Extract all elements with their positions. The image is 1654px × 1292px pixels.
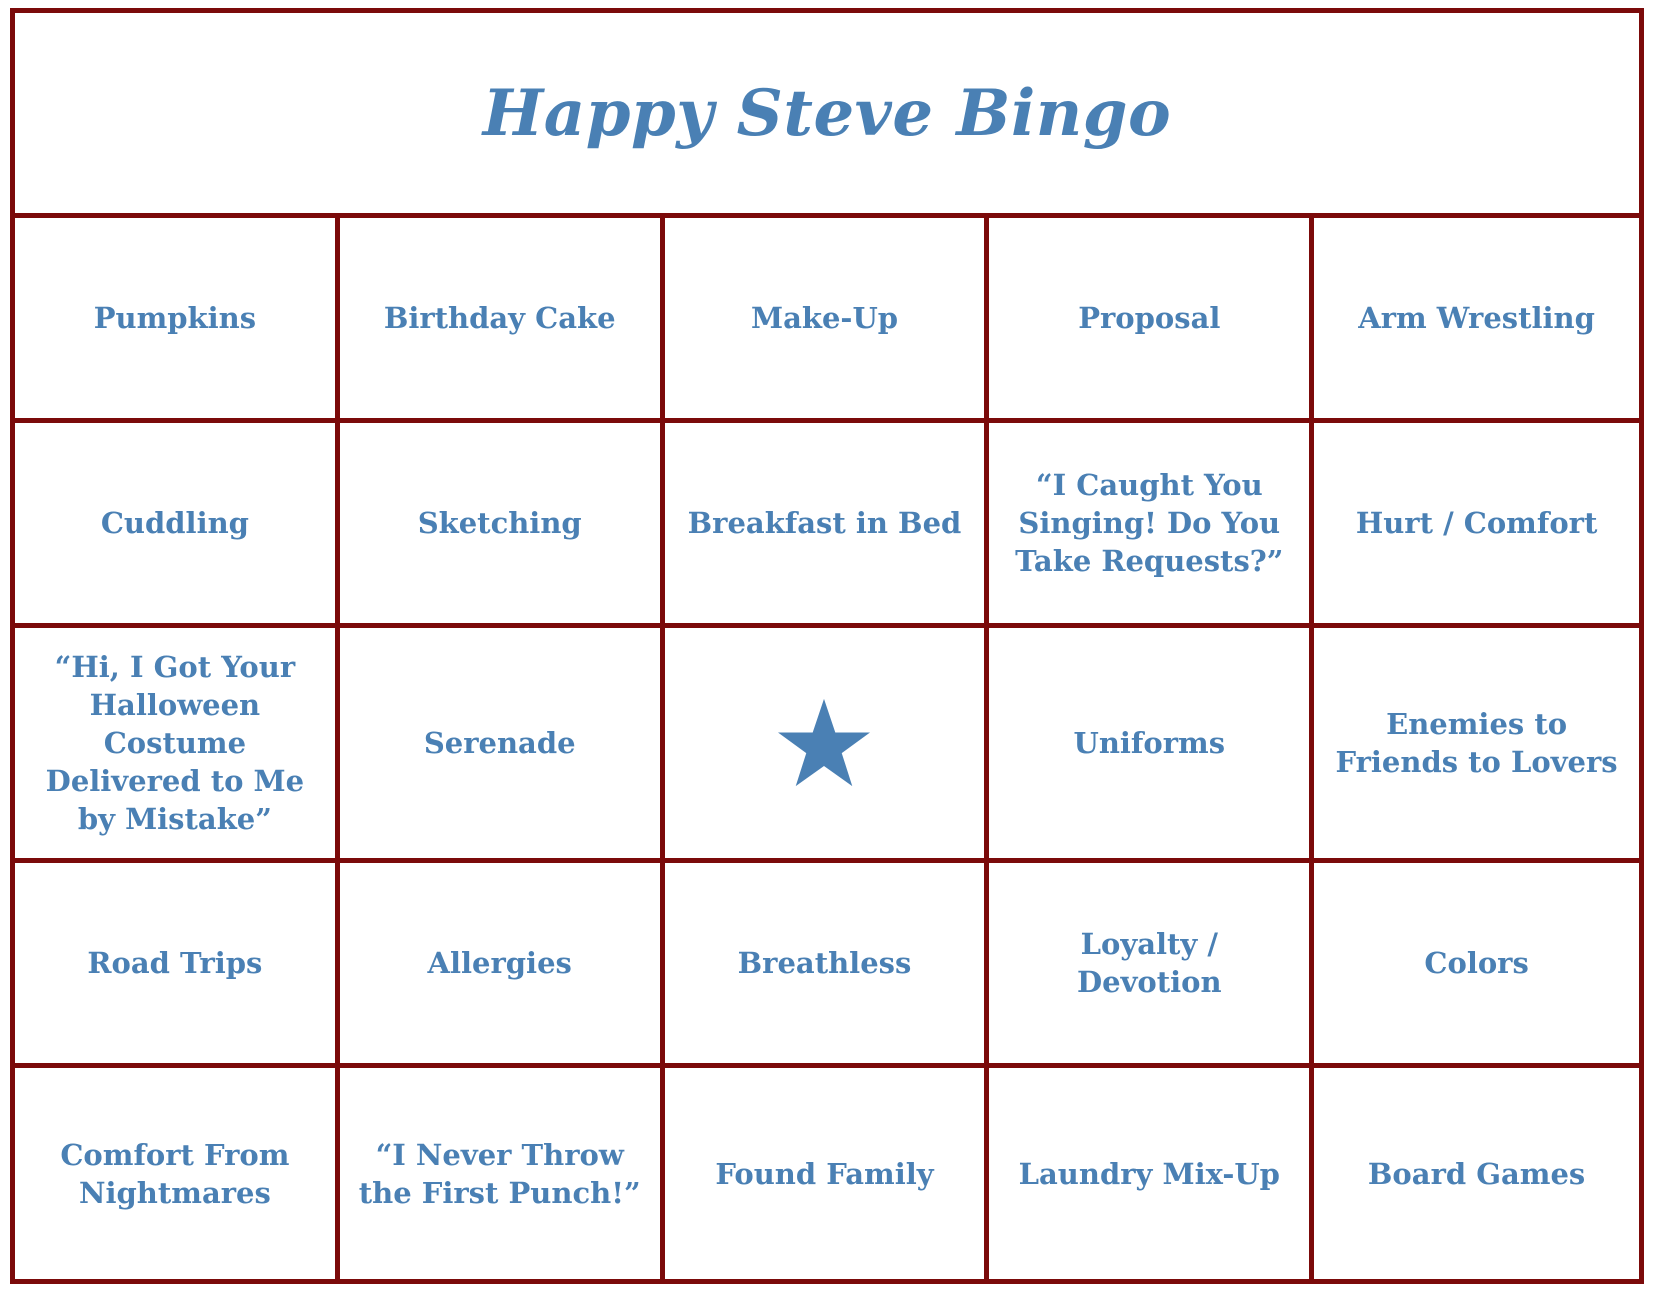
cell-label: Found Family: [715, 1156, 934, 1191]
bingo-cell[interactable]: [340, 423, 665, 628]
page-title: Happy Steve Bingo: [482, 75, 1172, 151]
cell-label: “Hi, I Got Your Halloween Costume Delivered to Me by Mistake”: [45, 650, 305, 836]
bingo-cell[interactable]: [340, 1068, 665, 1279]
bingo-cell[interactable]: [15, 628, 340, 863]
cell-label: Sketching: [417, 506, 582, 540]
cell-label: “I Never Throw the First Punch!”: [358, 1137, 641, 1210]
cell-label: Loyalty / Devotion: [1076, 927, 1222, 999]
cell-label: “I Caught You Singing! Do You Take Requests?”: [1015, 468, 1284, 578]
bingo-cell[interactable]: [665, 863, 990, 1068]
bingo-card: [10, 8, 1644, 1284]
bingo-cell[interactable]: [989, 218, 1314, 423]
bingo-cell[interactable]: [1314, 628, 1639, 863]
bingo-cell[interactable]: [340, 628, 665, 863]
bingo-cell[interactable]: [989, 1068, 1314, 1279]
cell-label: Enemies to Friends to Lovers: [1335, 707, 1618, 779]
cell-label: Serenade: [423, 726, 576, 760]
cell-label: Uniforms: [1073, 726, 1226, 760]
cell-label: Allergies: [427, 946, 572, 980]
cell-label: Breakfast in Bed: [687, 506, 962, 540]
cell-label: Board Games: [1367, 1156, 1586, 1191]
bingo-cell[interactable]: [340, 218, 665, 423]
cell-label: Laundry Mix-Up: [1018, 1156, 1280, 1191]
cell-label: Road Trips: [87, 946, 263, 980]
bingo-cell[interactable]: [1314, 218, 1639, 423]
cell-label: Cuddling: [100, 506, 249, 540]
cell-label: Birthday Cake: [383, 301, 616, 335]
bingo-cell[interactable]: [665, 423, 990, 628]
cell-label: Breathless: [737, 946, 912, 980]
bingo-cell[interactable]: [340, 863, 665, 1068]
bingo-cell[interactable]: [15, 423, 340, 628]
bingo-cell[interactable]: [989, 863, 1314, 1068]
title-bar: [15, 13, 1639, 218]
bingo-cell[interactable]: [989, 423, 1314, 628]
bingo-cell[interactable]: [665, 1068, 990, 1279]
cell-label: Make-Up: [750, 301, 899, 335]
cell-label: Comfort From Nightmares: [60, 1137, 290, 1210]
cell-label: Colors: [1424, 946, 1529, 980]
cell-label: Pumpkins: [93, 301, 257, 335]
bingo-cell[interactable]: [1314, 863, 1639, 1068]
bingo-cell[interactable]: [15, 1068, 340, 1279]
bingo-cell[interactable]: [989, 628, 1314, 863]
bingo-cell[interactable]: [1314, 1068, 1639, 1279]
star-icon: [776, 697, 872, 789]
cell-label: Arm Wrestling: [1358, 301, 1595, 335]
bingo-cell[interactable]: [15, 863, 340, 1068]
bingo-cell[interactable]: [1314, 423, 1639, 628]
bingo-cell[interactable]: [15, 218, 340, 423]
bingo-grid: [15, 218, 1639, 1279]
bingo-cell[interactable]: [665, 218, 990, 423]
cell-label: Proposal: [1078, 301, 1221, 335]
cell-label: Hurt / Comfort: [1355, 506, 1598, 540]
free-space-cell[interactable]: [665, 628, 990, 863]
